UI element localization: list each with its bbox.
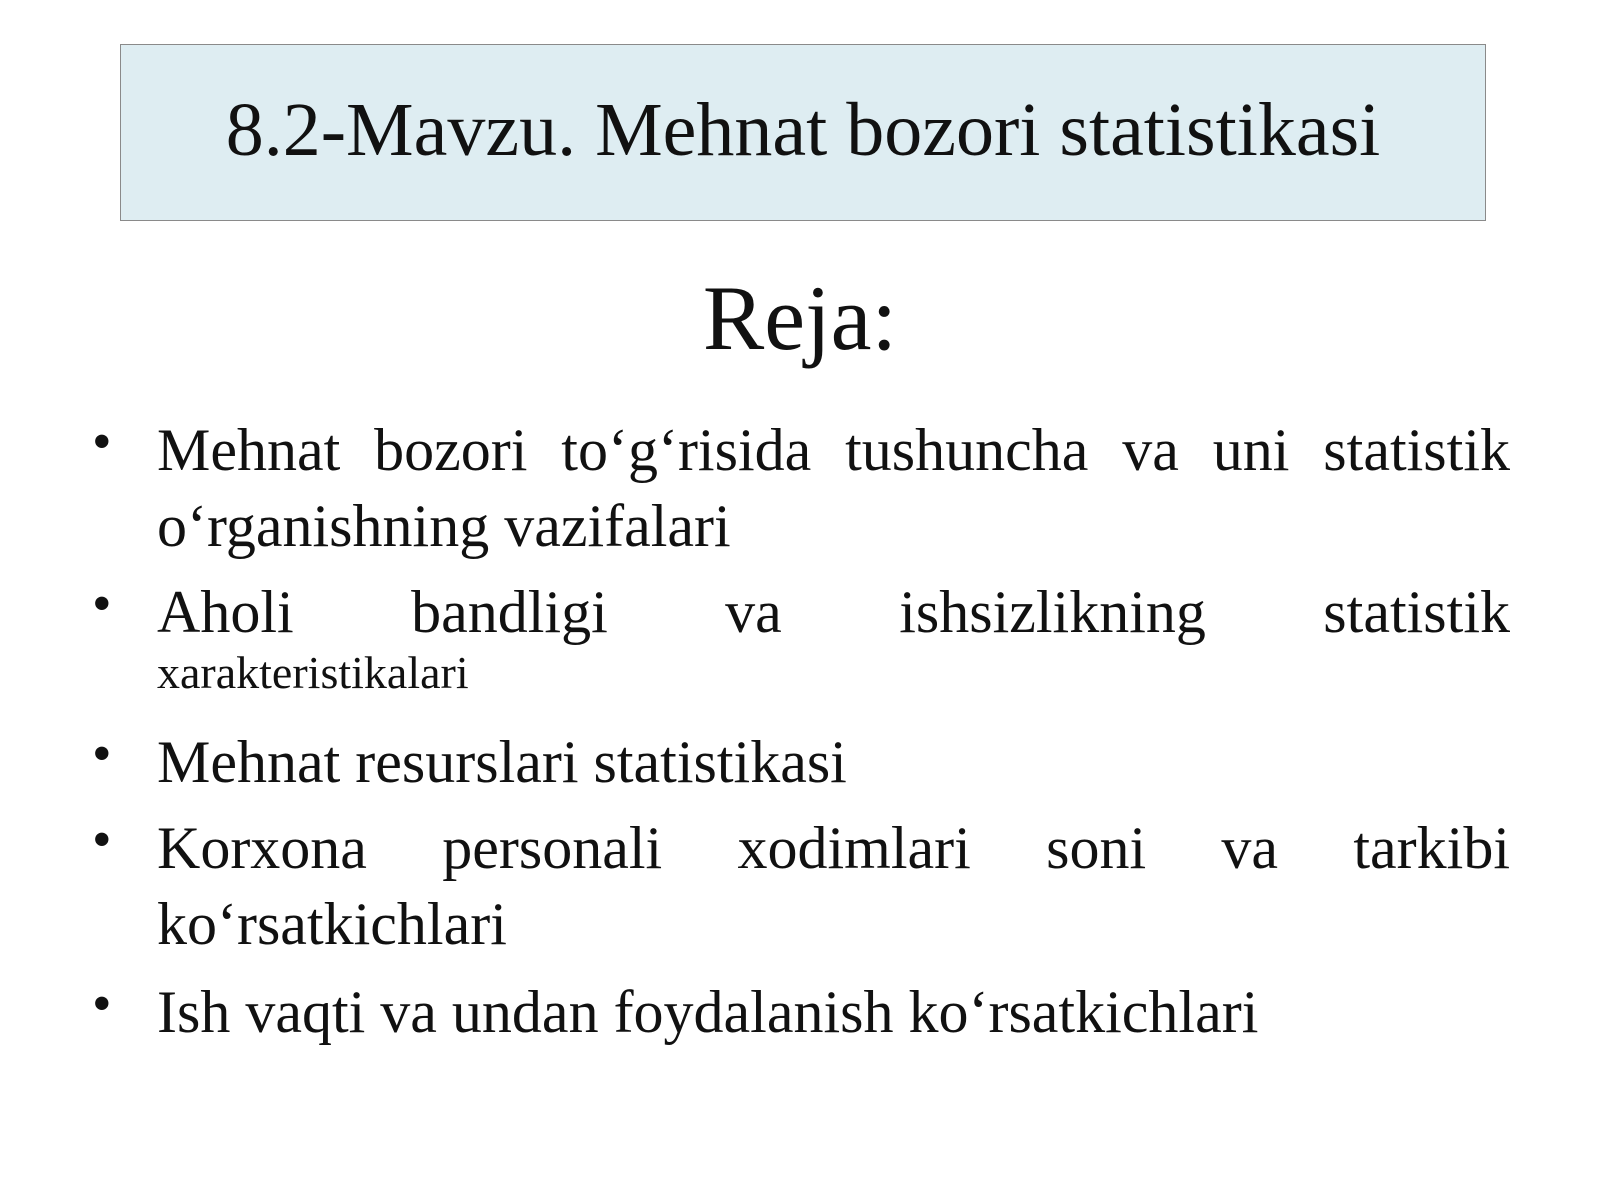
list-item — [92, 412, 1510, 564]
list-item — [92, 574, 1510, 700]
bullet-icon: • — [92, 723, 112, 785]
plan-list — [92, 412, 1510, 1050]
list-item-text: Korxona personali xodimlari soni va tarkibi ko‘rsatkichlari — [157, 815, 1510, 957]
list-item-text: Mehnat resurslari statistikasi — [157, 729, 847, 795]
bullet-icon: • — [92, 809, 112, 871]
list-item — [92, 974, 1510, 1050]
list-item-text: Mehnat bozori to‘g‘risida tushuncha va uni statistik o‘rganishning vazifalari — [157, 417, 1510, 559]
title-box — [120, 44, 1486, 221]
plan-heading: Reja: — [702, 267, 898, 369]
bullet-icon: • — [92, 573, 112, 635]
list-item — [92, 724, 1510, 800]
list-item-text: Ish vaqti va undan foydalanish ko‘rsatkichlari — [157, 979, 1259, 1045]
bullet-icon: • — [92, 411, 112, 473]
slide-title: 8.2-Mavzu. Mehnat bozori statistikasi — [225, 87, 1381, 172]
list-item-text: Aholi bandligi va ishsizlikning statistik — [157, 579, 1510, 645]
list-item-text-continuation: xarakteristikalari — [157, 647, 469, 698]
list-item — [92, 810, 1510, 962]
bullet-icon: • — [92, 973, 112, 1035]
